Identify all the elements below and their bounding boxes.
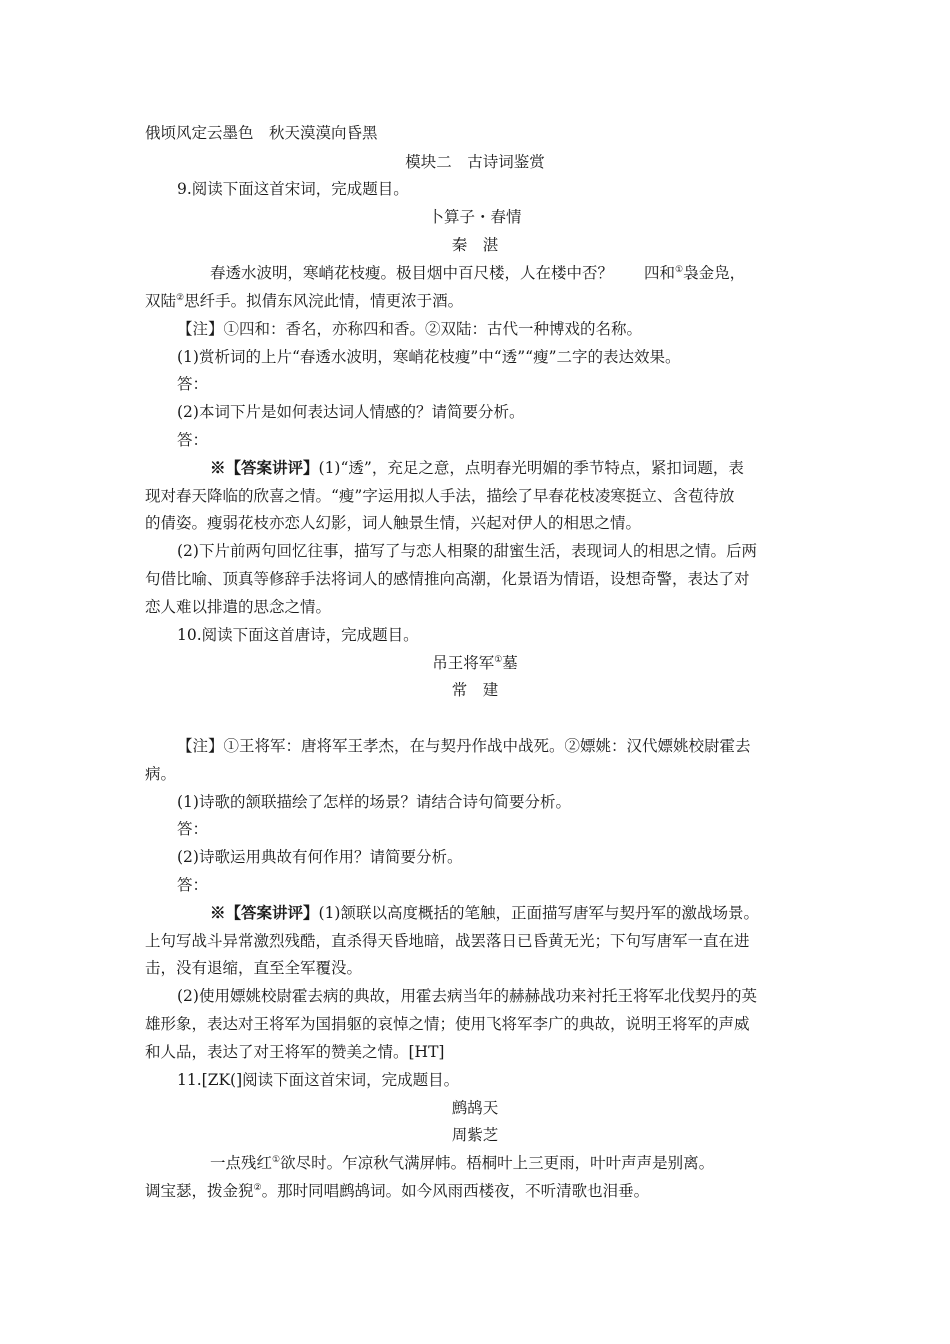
- q9-poem-line-2: 双陆②思纤手。拟倩东风浣此情，情更浓于酒。: [145, 292, 464, 310]
- answer-key-label: ※【答案讲评】: [210, 903, 319, 922]
- q10-key-2-line-1: (2)使用嫖姚校尉霍去病的典故，用霍去病当年的赫赫战功来衬托王将军北伐契丹的英: [177, 987, 757, 1005]
- q9-note: 【注】①四和：香名，亦称四和香。②双陆：古代一种博戏的名称。: [177, 320, 643, 338]
- q9-prompt: 9.阅读下面这首宋词，完成题目。: [177, 180, 409, 198]
- q11-poem-line-2: 调宝瑟，拨金猊②。那时同唱鹧鸪词。如今风雨西楼夜，不听清歌也泪垂。: [145, 1182, 650, 1200]
- q9-answer-label-1: 答：: [177, 375, 209, 393]
- answer-key-label: ※【答案讲评】: [210, 458, 319, 477]
- q10-key-2-line-3: 和人品，表达了对王将军的赞美之情。[HT]: [145, 1043, 445, 1061]
- q11-poet: 周紫芝: [451, 1126, 499, 1144]
- q10-key-1-line-1: ※【答案讲评】(1)颔联以高度概括的笔触，正面描写唐军与契丹军的激战场景。: [210, 903, 759, 922]
- q11-poem-line-1: 一点残红①欲尽时。乍凉秋气满屏帏。梧桐叶上三更雨，叶叶声声是别离。: [210, 1154, 715, 1172]
- q11-prompt: 11.[ZK(]阅读下面这首宋词，完成题目。: [177, 1071, 460, 1089]
- top-line: 俄顷风定云墨色 秋天漠漠向昏黑: [145, 124, 378, 142]
- q10-key-2-line-2: 雄形象，表达对王将军为国捐躯的哀悼之情；使用飞将军李广的典故，说明王将军的声威: [145, 1015, 750, 1033]
- q11-poem-title: 鹧鸪天: [451, 1099, 499, 1117]
- q9-key-2-line-3: 恋人难以排遣的思念之情。: [145, 598, 332, 616]
- q10-key-1-line-2: 上句写战斗异常激烈残酷，直杀得天昏地暗，战罢落日已昏黄无光；下句写唐军一直在进: [145, 932, 750, 950]
- q9-key-2-line-2: 句借比喻、顶真等修辞手法将词人的感情推向高潮，化景语为情语，设想奇警，表达了对: [145, 570, 750, 588]
- q9-poem-title: 卜算子・春情: [428, 208, 522, 226]
- q10-answer-label-1: 答：: [177, 820, 209, 838]
- q10-key-1-line-3: 击，没有退缩，直至全军覆没。: [145, 959, 363, 977]
- q10-note-line-1: 【注】①王将军：唐将军王孝杰，在与契丹作战中战死。②嫖姚：汉代嫖姚校尉霍去: [177, 737, 751, 755]
- q9-sub-question-2: (2)本词下片是如何表达词人情感的？请简要分析。: [177, 403, 525, 421]
- q9-answer-label-2: 答：: [177, 431, 209, 449]
- q9-sub-question-1: (1)赏析词的上片“春透水波明，寒峭花枝瘦”中“透”“瘦”二字的表达效果。: [177, 348, 681, 366]
- q9-poet: 秦 湛: [451, 236, 499, 254]
- q10-sub-question-1: (1)诗歌的颔联描绘了怎样的场景？请结合诗句简要分析。: [177, 793, 571, 811]
- module-title: 模块二 古诗词鉴赏: [405, 153, 545, 171]
- q9-key-2-line-1: (2)下片前两句回忆往事，描写了与恋人相聚的甜蜜生活，表现词人的相思之情。后两: [177, 542, 757, 560]
- q9-key-1-line-3: 的倩姿。瘦弱花枝亦恋人幻影，词人触景生情，兴起对伊人的相思之情。: [145, 514, 642, 532]
- q10-sub-question-2: (2)诗歌运用典故有何作用？请简要分析。: [177, 848, 463, 866]
- q10-poem-title: 吊王将军①墓: [432, 654, 518, 672]
- q10-prompt: 10.阅读下面这首唐诗，完成题目。: [177, 626, 419, 644]
- q9-key-1-line-2: 现对春天降临的欣喜之情。“瘦”字运用拟人手法，描绘了早春花枝凌寒挺立、含苞待放: [145, 487, 735, 505]
- q10-answer-label-2: 答：: [177, 876, 209, 894]
- q9-key-1-line-1: ※【答案讲评】(1)“透”，充足之意，点明春光明媚的季节特点，紧扣词题，表: [210, 458, 744, 477]
- q10-note-line-2: 病。: [145, 765, 177, 783]
- q10-poet: 常 建: [451, 681, 499, 699]
- q9-poem-line-1: 春透水波明，寒峭花枝瘦。极目烟中百尺楼，人在楼中否？ 四和①袅金凫，: [210, 264, 746, 282]
